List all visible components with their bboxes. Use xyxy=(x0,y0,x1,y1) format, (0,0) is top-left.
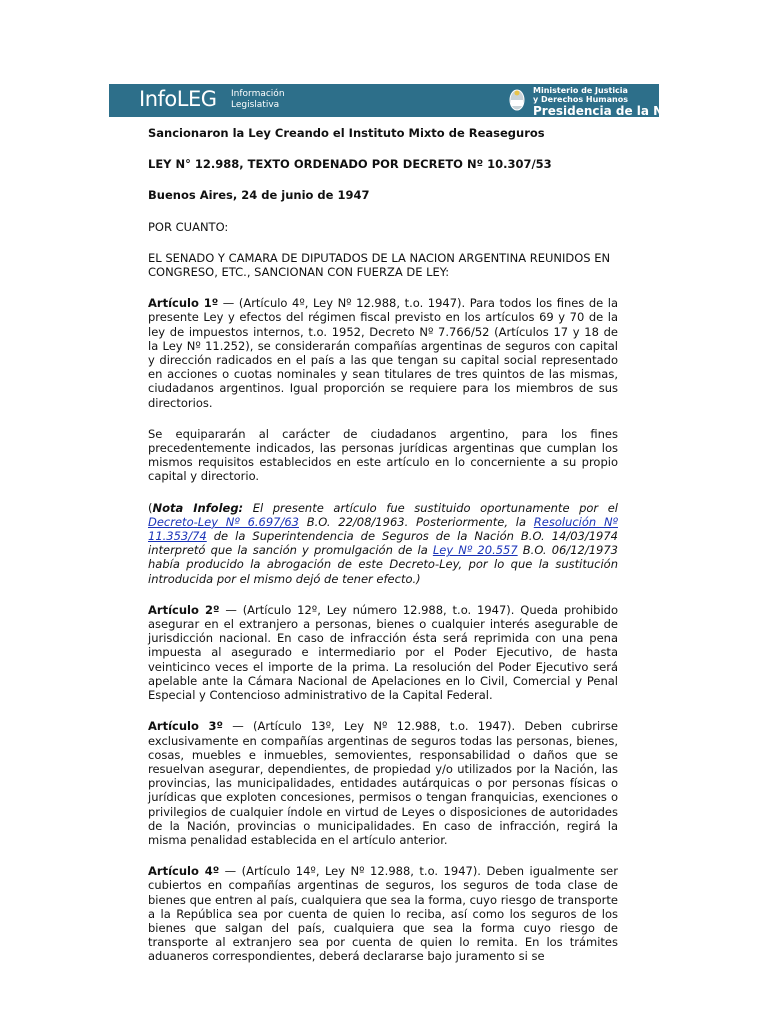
presidency-name: Presidencia de la Nación xyxy=(533,104,700,118)
article-3 xyxy=(148,719,618,847)
article-1 xyxy=(148,296,618,410)
note-text-4: B.O. 06/12/1973 había producido la abrogación de este Decreto-Ley, por lo que la sustitución introducida por el mismo dejó de tener efecto.) xyxy=(148,543,618,586)
ministry-line-2: y Derechos Humanos xyxy=(533,95,628,104)
document-date: Buenos Aires, 24 de junio de 1947 xyxy=(148,188,370,203)
article-3-text: — (Artículo 13º, Ley Nº 12.988, t.o. 1947). Deben cubrirse exclusivamente en compañías argentinas de seguros todas las personas, bienes, cosas, muebles e inmuebles, semovientes, responsabilidad o daños que se resuelvan asegurar, dependientes, de propiedad y/o utilizados por la Nación, las provincias, las municipalidades, entidades autárquicas o por personas físicas o jurídicas que exploten concesiones, permisos o tengan franquicias, exenciones o privilegios de cualquier índole en virtud de Leyes o disposiciones de autoridades de la Nación, provincias o municipalidades. En caso de infracción, regirá la misma penalidad establecida en el artículo anterior. xyxy=(148,719,618,847)
article-2 xyxy=(148,603,618,702)
decreto-ley-link[interactable]: Decreto-Ley Nº 6.697/63 xyxy=(148,514,299,529)
ministry-name xyxy=(533,86,628,104)
note-text-1: El presente artículo fue sustituido oportunamente por el xyxy=(243,500,618,515)
article-4 xyxy=(148,864,618,963)
note-open-paren: ( xyxy=(148,500,153,515)
logo-sub-line-1: Información xyxy=(231,89,285,99)
note-text-2: B.O. 22/08/1963. Posteriormente, la xyxy=(299,514,534,529)
article-1-text: — (Artículo 4º, Ley Nº 12.988, t.o. 1947). Para todos los fines de la presente Ley y efectos del régimen fiscal previsto en los artículos 69 y 70 de la ley de impuestos internos, t.o. 1952, Decreto Nº 7.766/52 (Artículos 17 y 18 de la Ley Nº 11.252), se considerarán compañías argentinas de seguros con capital y dirección radicados en el país a las que tengan su capital social representado en acciones o cuotas nominales y sean titulares de tres quintos de las mismas, ciudadanos argentinos. Igual proporción se requiere para los miembros de sus directorios. xyxy=(148,296,619,410)
article-1-heading: Artículo 1º xyxy=(148,296,219,311)
logo-sub-line-2: Legislativa xyxy=(231,100,280,110)
document-title: Sancionaron la Ley Creando el Instituto Mixto de Reaseguros xyxy=(148,126,545,140)
law-number: LEY N° 12.988, TEXTO ORDENADO POR DECRETO Nº 10.307/53 xyxy=(148,157,552,172)
por-cuanto: POR CUANTO: xyxy=(148,219,229,234)
senado-statement: EL SENADO Y CAMARA DE DIPUTADOS DE LA NACION ARGENTINA REUNIDOS EN CONGRESO, ETC., SANCIONAN CON FUERZA DE LEY: xyxy=(148,250,611,280)
article-2-heading: Artículo 2º xyxy=(148,602,220,617)
national-shield-icon xyxy=(509,88,525,112)
note-label: Nota Infoleg: xyxy=(152,500,244,515)
resolucion-link[interactable]: Resolución Nº 11.353/74 xyxy=(148,514,618,544)
article-1-paragraph-2: Se equipararán al carácter de ciudadanos argentino, para los fines precedentemente indicados, las personas jurídicas argentinas que cumplan los mismos requisitos establecidos en este artículo en lo concerniente a su propio capital y directorio. xyxy=(148,426,618,484)
infoleg-logo: InfoLEG xyxy=(139,87,217,111)
law-document xyxy=(148,126,618,964)
article-4-heading: Artículo 4º xyxy=(148,864,220,879)
article-2-text: — (Artículo 12º, Ley número 12.988, t.o. 1947). Queda prohibido asegurar en el extranjero a personas, bienes o cualquier interés asegurable de jurisdicción nacional. En caso de infracción ésta será reprimida con una pena impuesta al asegurado e intermediario por el Poder Ejecutivo, de hasta veinticinco veces el importe de la prima. La resolución del Poder Ejecutivo será apelable ante la Cámara Nacional de Apelaciones en lo Civil, Comercial y Penal Especial y Contencioso administrativo de la Capital Federal. xyxy=(148,602,618,703)
ley-20557-link[interactable]: Ley Nº 20.557 xyxy=(432,543,518,558)
infoleg-logo-subtitle xyxy=(231,89,285,111)
infoleg-note xyxy=(148,501,618,586)
ministry-line-1: Ministerio de Justicia xyxy=(533,86,628,95)
infoleg-banner xyxy=(109,84,700,118)
note-text-3: de la Superintendencia de Seguros de la Nación B.O. 14/03/1974 interpretó que la sanción y promulgación de la xyxy=(148,529,618,558)
article-4-text: — (Artículo 14º, Ley Nº 12.988, t.o. 1947). Deben igualmente ser cubiertos en compañías argentinas de seguros, los seguros de toda clase de bienes que entren al país, cualquiera que sea la forma, cuyo riesgo de transporte a la República sea por cuenta de quien lo reciba, así como los seguros de los bienes que salgan del país, cualquiera que sea la forma cuyo riesgo de transporte al extranjero sea por cuenta de quien lo remita. En los trámites aduaneros correspondientes, deberá declararse bajo juramento si se xyxy=(148,864,618,964)
article-3-heading: Artículo 3º xyxy=(148,719,223,734)
